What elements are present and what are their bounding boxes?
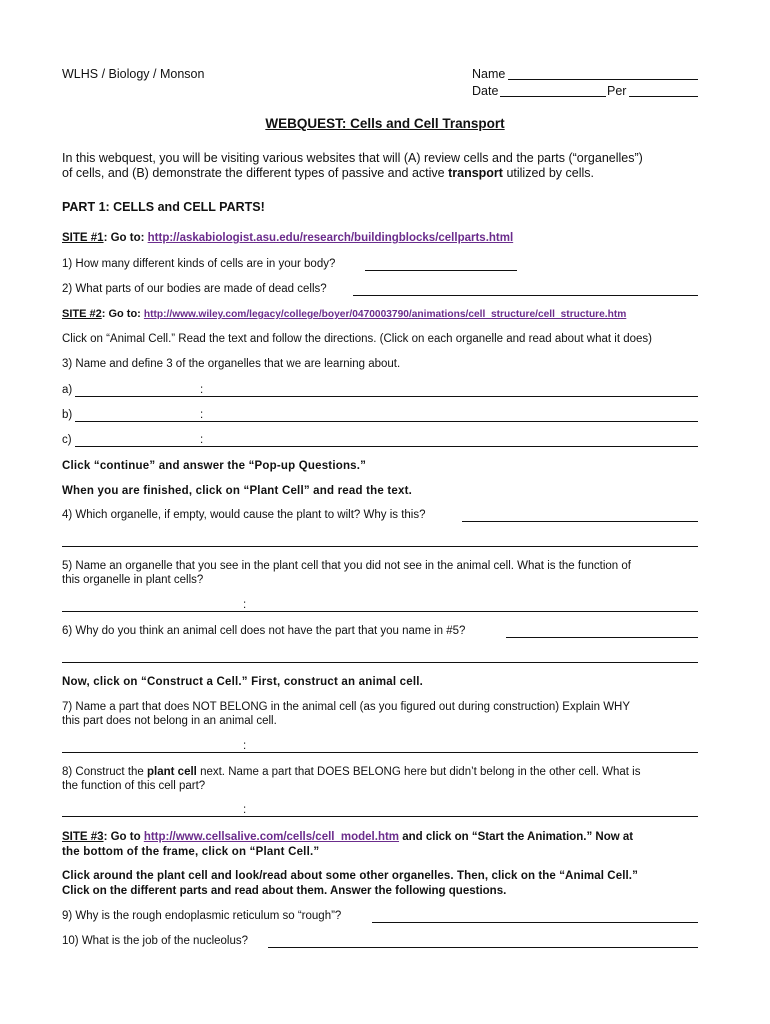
continue-instruction: Click “continue” and answer the “Pop-up Questions.” bbox=[62, 460, 367, 472]
per-label: Per bbox=[607, 84, 627, 98]
construct-instruction: Now, click on “Construct a Cell.” First, construct an animal cell. bbox=[62, 676, 424, 688]
answer-7-sep: : bbox=[243, 740, 247, 752]
question-7-line-1: 7) Name a part that does NOT BELONG in the animal cell (as you figured out during construction) Explain WHY bbox=[62, 701, 631, 713]
site3-link[interactable]: http://www.cellsalive.com/cells/cell_model.htm bbox=[143, 831, 400, 843]
q3-item-c-line[interactable] bbox=[75, 446, 698, 447]
answer-6-line-1[interactable] bbox=[506, 637, 698, 638]
answer-4-line-1[interactable] bbox=[462, 521, 698, 522]
question-2: 2) What parts of our bodies are made of dead cells? bbox=[62, 283, 327, 295]
q3-item-c-sep: : bbox=[200, 434, 204, 446]
intro-line-2: of cells, and (B) demonstrate the different types of passive and active transport utilized by cells. bbox=[62, 166, 594, 180]
site2-line: SITE #2: Go to: http://www.wiley.com/legacy/college/boyer/0470003790/animations/cell_structure/cell_structure.htm bbox=[62, 308, 627, 320]
site1-line: SITE #1: Go to: http://askabiologist.asu.edu/research/buildingblocks/cellparts.html bbox=[62, 232, 514, 244]
q3-item-b-label: b) bbox=[62, 409, 73, 421]
question-4: 4) Which organelle, if empty, would cause the plant to wilt? Why is this? bbox=[62, 509, 426, 521]
question-6: 6) Why do you think an animal cell does not have the part that you name in #5? bbox=[62, 625, 466, 637]
site3-line-2: the bottom of the frame, click on “Plant Cell.” bbox=[62, 846, 320, 858]
date-field[interactable] bbox=[500, 96, 606, 97]
finished-instruction: When you are finished, click on “Plant Cell” and read the text. bbox=[62, 485, 413, 497]
answer-10-line[interactable] bbox=[268, 947, 698, 948]
site3-line-1: SITE #3: Go to http://www.cellsalive.com/cells/cell_model.htm and click on “Start the Animation.” Now at bbox=[62, 831, 634, 843]
answer-5-sep: : bbox=[243, 599, 247, 611]
date-label: Date bbox=[472, 84, 499, 98]
part1-heading: PART 1: CELLS and CELL PARTS! bbox=[62, 200, 265, 214]
intro-line-1: In this webquest, you will be visiting various websites that will (A) review cells and the parts (“organelles”) bbox=[62, 151, 643, 165]
answer-8-sep: : bbox=[243, 804, 247, 816]
question-9: 9) Why is the rough endoplasmic reticulum so “rough”? bbox=[62, 910, 342, 922]
question-8-line-2: the function of this cell part? bbox=[62, 780, 206, 792]
answer-1-line[interactable] bbox=[365, 270, 517, 271]
q3-item-b-line[interactable] bbox=[75, 421, 698, 422]
click-around-line-2: Click on the different parts and read about them. Answer the following questions. bbox=[62, 885, 507, 897]
answer-4-line-2[interactable] bbox=[62, 546, 698, 547]
answer-6-line-2[interactable] bbox=[62, 662, 698, 663]
page-title: WEBQUEST: Cells and Cell Transport bbox=[265, 116, 505, 131]
answer-8-line[interactable] bbox=[62, 816, 698, 817]
click-animal-cell: Click on “Animal Cell.” Read the text and follow the directions. (Click on each organelle and read about what it does) bbox=[62, 333, 653, 345]
name-field[interactable] bbox=[508, 79, 698, 80]
question-7-line-2: this part does not belong in an animal cell. bbox=[62, 715, 277, 727]
answer-2-line[interactable] bbox=[353, 295, 698, 296]
question-3: 3) Name and define 3 of the organelles that we are learning about. bbox=[62, 358, 401, 370]
answer-9-line[interactable] bbox=[372, 922, 698, 923]
q3-item-a-sep: : bbox=[200, 384, 204, 396]
q3-item-c-label: c) bbox=[62, 434, 72, 446]
question-8-line-1: 8) Construct the plant cell next. Name a part that DOES BELONG here but didn’t belong in the other cell. What is bbox=[62, 766, 641, 778]
q3-item-a-label: a) bbox=[62, 384, 73, 396]
site1-link[interactable]: http://askabiologist.asu.edu/research/buildingblocks/cellparts.html bbox=[147, 232, 514, 244]
question-10: 10) What is the job of the nucleolus? bbox=[62, 935, 249, 947]
q3-item-b-sep: : bbox=[200, 409, 204, 421]
q3-item-a-line[interactable] bbox=[75, 396, 698, 397]
course-header: WLHS / Biology / Monson bbox=[62, 67, 205, 81]
answer-5-line[interactable] bbox=[62, 611, 698, 612]
period-field[interactable] bbox=[629, 96, 698, 97]
click-around-line-1: Click around the plant cell and look/read about some other organelles. Then, click on the “Animal Cell.” bbox=[62, 870, 638, 882]
answer-7-line[interactable] bbox=[62, 752, 698, 753]
question-5-line-1: 5) Name an organelle that you see in the plant cell that you did not see in the animal cell. What is the function of bbox=[62, 560, 631, 572]
name-label: Name bbox=[472, 67, 506, 81]
question-5-line-2: this organelle in plant cells? bbox=[62, 574, 204, 586]
site2-link[interactable]: http://www.wiley.com/legacy/college/boyer/0470003790/animations/cell_structure/cell_structure.htm bbox=[143, 309, 627, 320]
question-1: 1) How many different kinds of cells are in your body? bbox=[62, 258, 336, 270]
